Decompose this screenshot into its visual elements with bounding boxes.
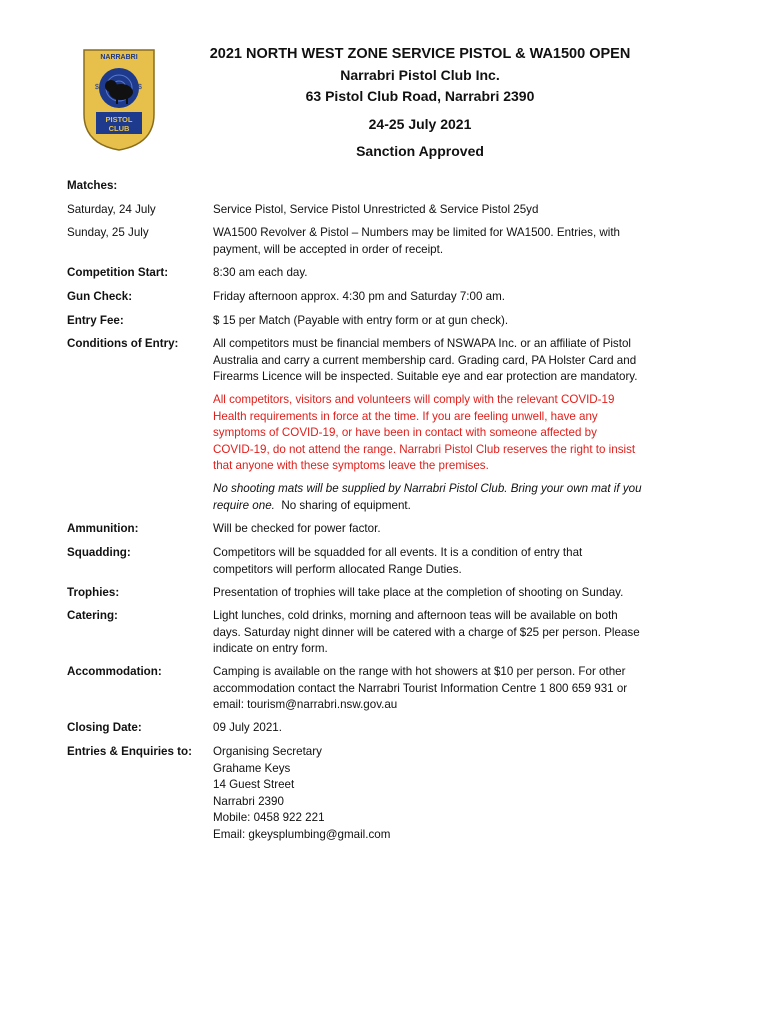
club-logo bbox=[78, 44, 160, 154]
catering-label: Catering: bbox=[67, 609, 118, 622]
sanction-status: Sanction Approved bbox=[356, 143, 484, 159]
svg-text:$: $ bbox=[95, 84, 99, 91]
gun-check-label: Gun Check: bbox=[67, 290, 133, 303]
ammunition-label: Ammunition: bbox=[67, 522, 139, 535]
start-label: Competition Start: bbox=[67, 266, 169, 279]
logo-bottom-text-2: CLUB bbox=[108, 124, 130, 133]
gun-check-value: Friday afternoon approx. 4:30 pm and Saturday 7:00 am. bbox=[213, 290, 505, 303]
matches-label: Matches: bbox=[67, 179, 118, 192]
ammunition-value: Will be checked for power factor. bbox=[213, 522, 381, 535]
saturday-value: Service Pistol, Service Pistol Unrestricted & Service Pistol 25yd bbox=[213, 203, 539, 216]
club-name: Narrabri Pistol Club Inc. bbox=[340, 67, 500, 83]
trophies-value: Presentation of trophies will take place at the completion of shooting on Sunday. bbox=[213, 586, 624, 599]
squadding-value: Competitors will be squadded for all events. It is a condition of entry that competitors will perform allocated Range Duties. bbox=[213, 546, 583, 576]
closing-value: 09 July 2021. bbox=[213, 721, 282, 734]
entry-fee-value: $ 15 per Match (Payable with entry form or at gun check). bbox=[213, 314, 509, 327]
entries-label: Entries & Enquiries to: bbox=[67, 745, 192, 758]
squadding-label: Squadding: bbox=[67, 546, 131, 559]
accommodation-label: Accommodation: bbox=[67, 665, 162, 678]
svg-text:$: $ bbox=[138, 84, 142, 91]
club-address: 63 Pistol Club Road, Narrabri 2390 bbox=[305, 88, 535, 104]
accommodation-value: Camping is available on the range with hot showers at $10 per person. For other accommodation contact the Narrabri Tourist Information Centre 1 800 659 931 or email: tourism@narrabri.nsw.gov.au bbox=[213, 665, 628, 712]
entries-value: Organising Secretary Grahame Keys 14 Guest Street Narrabri 2390 Mobile: 0458 922 221 Email: gkeysplumbing@gmail.com bbox=[213, 745, 391, 841]
document-header bbox=[185, 44, 655, 162]
closing-label: Closing Date: bbox=[67, 721, 142, 734]
start-value: 8:30 am each day. bbox=[213, 266, 308, 279]
sunday-label: Sunday, 25 July bbox=[67, 226, 149, 239]
entry-fee-label: Entry Fee: bbox=[67, 314, 124, 327]
catering-value: Light lunches, cold drinks, morning and afternoon teas will be available on both days. Saturday night dinner will be catered with a charge of $25 per person. Please indicate on entry form. bbox=[213, 609, 640, 656]
sunday-value: WA1500 Revolver & Pistol – Numbers may be limited for WA1500. Entries, with payment, will be accepted in order of receipt. bbox=[213, 226, 621, 256]
event-dates: 24-25 July 2021 bbox=[368, 116, 472, 132]
logo-top-text: NARRABRI bbox=[100, 54, 138, 61]
event-title: 2021 NORTH WEST ZONE SERVICE PISTOL & WA1500 OPEN bbox=[209, 46, 631, 62]
trophies-label: Trophies: bbox=[67, 586, 120, 599]
mats-notice: No shooting mats will be supplied by Narrabri Pistol Club. Bring your own mat if you require one. No sharing of equipment. bbox=[213, 482, 642, 512]
logo-bottom-text: PISTOL bbox=[105, 115, 133, 124]
conditions-label: Conditions of Entry: bbox=[67, 337, 179, 350]
conditions-value: All competitors must be financial members of NSWAPA Inc. or an affiliate of Pistol Australia and carry a current membership card. Grading card, PA Holster Card and Firearms Licence will be inspected. Suitable eye and ear protection are mandatory. bbox=[213, 337, 638, 384]
covid-notice: All competitors, visitors and volunteers will comply with the relevant COVID-19 Health requirements in force at the time. If you are feeling unwell, have any symptoms of COVID-19, or have been in contact with someone affected by COVID-19, do not attend the range. Narrabri Pistol Club reserves the right to insist that anyone with these symptoms leave the premises. bbox=[213, 393, 636, 473]
saturday-label: Saturday, 24 July bbox=[67, 203, 156, 216]
